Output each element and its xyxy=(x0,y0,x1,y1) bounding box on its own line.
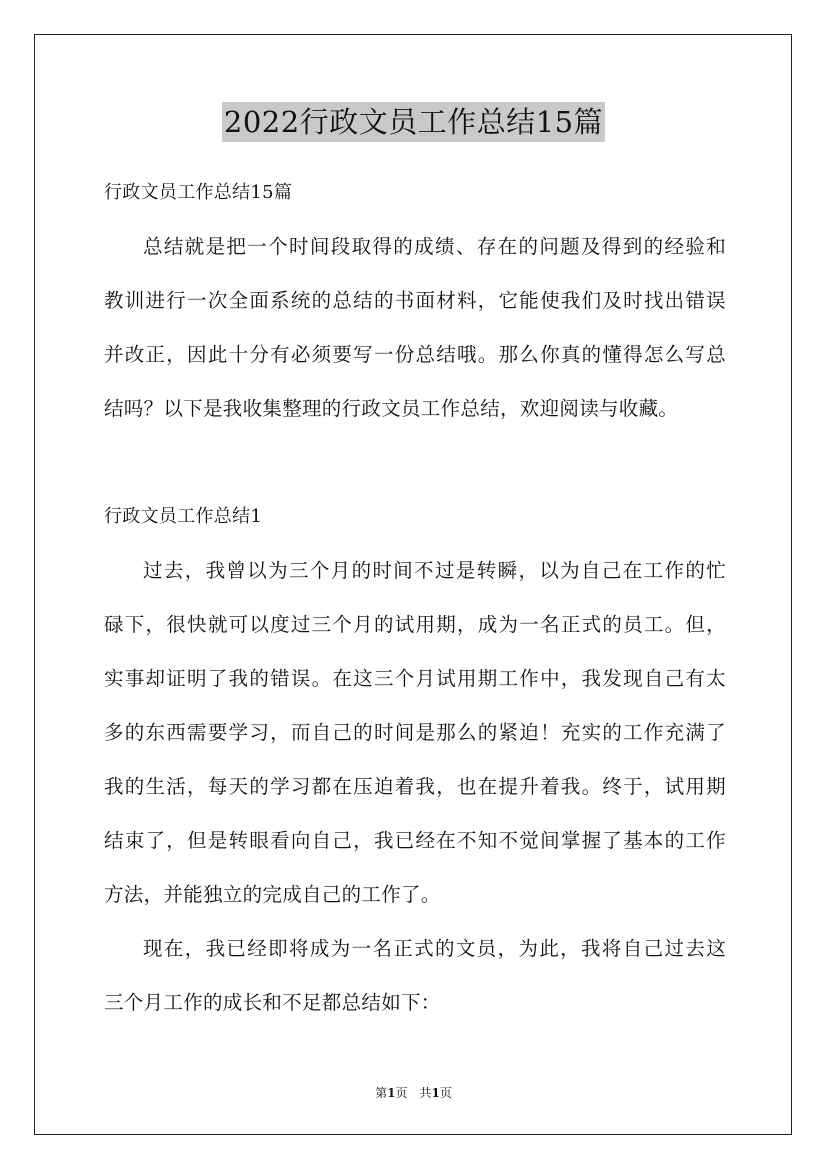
paragraph-line: 结束了，但是转眼看向自己，我已经在不知不觉间掌握了基本的工作 xyxy=(104,829,726,852)
page-prefix: 第 xyxy=(375,1086,388,1100)
paragraph-line: 过去，我曾以为三个月的时间不过是转瞬，以为自己在工作的忙 xyxy=(143,559,726,582)
page-number: 1 xyxy=(387,1086,396,1100)
intro-line-3: 并改正，因此十分有必须要写一份总结哦。那么你真的懂得怎么写总 xyxy=(104,343,726,366)
paragraph-line: 方法，并能独立的完成自己的工作了。 xyxy=(104,883,441,906)
paragraph-line: 实事却证明了我的错误。在这三个月试用期工作中，我发现自己有太 xyxy=(104,667,726,690)
paragraph-line: 现在，我已经即将成为一名正式的文员，为此，我将自己过去这 xyxy=(143,937,726,960)
document-title: 2022行政文员工作总结15篇 xyxy=(222,102,605,142)
subtitle: 行政文员工作总结15篇 xyxy=(104,182,293,203)
paragraph-line: 碌下，很快就可以度过三个月的试用期，成为一名正式的员工。但， xyxy=(104,613,726,636)
paragraph-line: 多的东西需要学习，而自己的时间是那么的紧迫！充实的工作充满了 xyxy=(104,721,726,744)
page-total: 1 xyxy=(431,1086,440,1100)
page-mid: 页 共 xyxy=(395,1086,432,1100)
paragraph-line: 三个月工作的成长和不足都总结如下： xyxy=(104,991,441,1014)
intro-line-2: 教训进行一次全面系统的总结的书面材料，它能使我们及时找出错误 xyxy=(104,289,726,312)
intro-line-4: 结吗？以下是我收集整理的行政文员工作总结，欢迎阅读与收藏。 xyxy=(104,397,679,420)
title-container xyxy=(0,102,827,142)
section-heading: 行政文员工作总结1 xyxy=(104,506,263,527)
paragraph-line: 我的生活，每天的学习都在压迫着我，也在提升着我。终于，试用期 xyxy=(104,775,726,798)
page-suffix: 页 xyxy=(439,1086,452,1100)
page-footer xyxy=(0,1085,827,1101)
intro-line-1: 总结就是把一个时间段取得的成绩、存在的问题及得到的经验和 xyxy=(143,235,726,258)
